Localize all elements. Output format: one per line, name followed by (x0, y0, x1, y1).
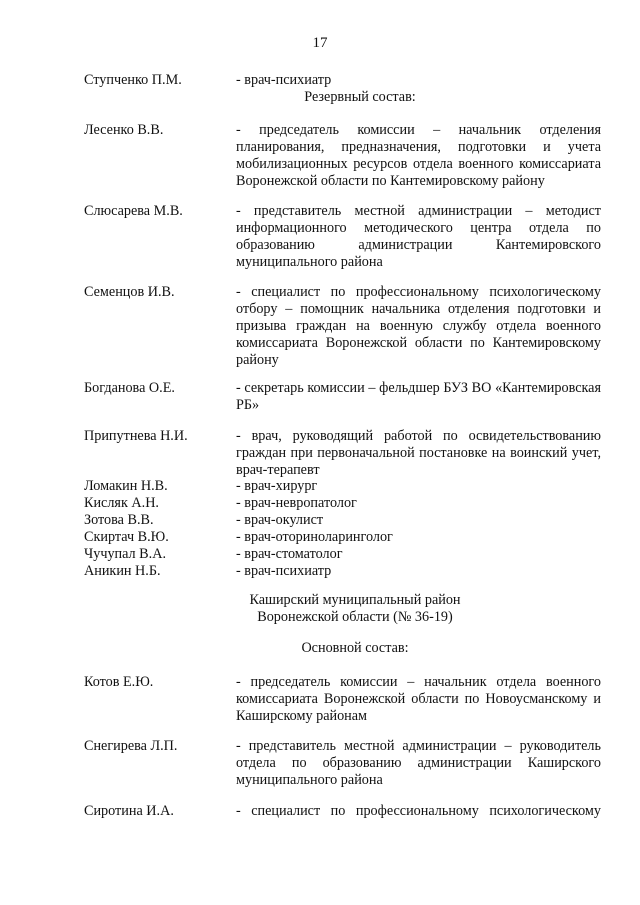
member-name: Лесенко В.В. (84, 122, 164, 138)
member-role: - председатель комиссии – начальник отделения планирования, предназначения, подготовки и учета мобилизационных ресурсов отдела военного комиссариата Воронежской области по Кантемировскому району (236, 122, 601, 189)
doctor-name: Зотова В.В. (84, 512, 154, 528)
member-name: Припутнева Н.И. (84, 428, 188, 444)
member-role: - врач-психиатр (236, 72, 332, 88)
member-name: Сиротина И.А. (84, 803, 174, 819)
member-role: - специалист по профессиональному психологическому отбору – помощник начальника отделения подготовки и призыва граждан на военную службу отдела военного комиссариата Воронежской области по Кантемировскому району (236, 284, 601, 368)
doctor-name: Чучупал В.А. (84, 546, 166, 562)
doctor-role: - врач-стоматолог (236, 546, 343, 562)
member-name: Снегирева Л.П. (84, 738, 178, 754)
doctor-role: - врач-окулист (236, 512, 324, 528)
member-role: - специалист по профессиональному психологическому (236, 803, 601, 819)
page-number: 17 (312, 35, 328, 51)
member-role: - представитель местной администрации – методист информационного методического центра отдела по образованию администрации Кантемировского муниципального района (236, 203, 601, 270)
district-title-line1: Каширский муниципальный район (249, 592, 461, 608)
district-title-line2: Воронежской области (№ 36-19) (257, 609, 453, 625)
member-name: Ступченко П.М. (84, 72, 182, 88)
member-role: - врач, руководящий работой по освидетельствованию граждан при первоначальной постановке на воинский учет, врач-терапевт (236, 428, 601, 478)
doctor-name: Скиртач В.Ю. (84, 529, 169, 545)
member-name: Семенцов И.В. (84, 284, 175, 300)
doctor-name: Кисляк А.Н. (84, 495, 159, 511)
doctor-role: - врач-невропатолог (236, 495, 357, 511)
member-role: - представитель местной администрации – руководитель отдела по образованию администрации Каширского муниципального района (236, 738, 601, 788)
reserve-heading: Резервный состав: (304, 89, 416, 105)
main-heading: Основной состав: (301, 640, 409, 656)
doctor-name: Аникин Н.Б. (84, 563, 161, 579)
member-role: - председатель комиссии – начальник отдела военного комиссариата Воронежской области по Новоусманскому и Каширскому районам (236, 674, 601, 724)
doctor-name: Ломакин Н.В. (84, 478, 168, 494)
member-name: Богданова О.Е. (84, 380, 175, 396)
doctor-role: - врач-оториноларинголог (236, 529, 393, 545)
member-role: - секретарь комиссии – фельдшер БУЗ ВО «Кантемировская РБ» (236, 380, 601, 413)
member-name: Котов Е.Ю. (84, 674, 154, 690)
member-name: Слюсарева М.В. (84, 203, 183, 219)
doctor-role: - врач-психиатр (236, 563, 332, 579)
doctor-role: - врач-хирург (236, 478, 318, 494)
